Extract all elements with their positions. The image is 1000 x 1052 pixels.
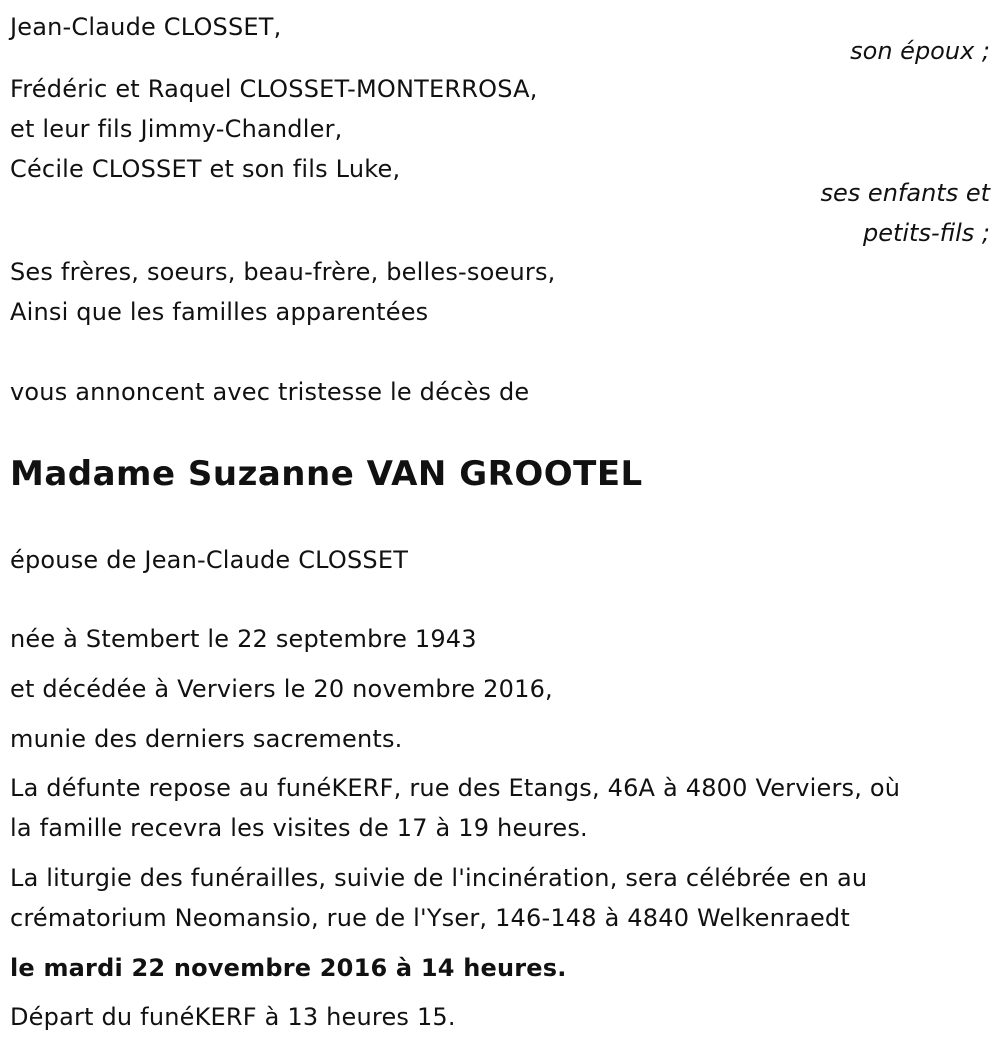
children-role-1: ses enfants et	[820, 179, 990, 207]
rest-line-1: La défunte repose au funéKERF, rue des Etangs, 46A à 4800 Verviers, où	[10, 774, 901, 802]
departure-text: Départ du funéKERF à 13 heures 15.	[10, 1003, 456, 1031]
spouse-name: Jean-Claude CLOSSET,	[10, 13, 282, 41]
siblings-line-2: Ainsi que les familles apparentées	[10, 298, 429, 326]
siblings-line-1: Ses frères, soeurs, beau-frère, belles-soeurs,	[10, 258, 556, 286]
birth-text: née à Stembert le 22 septembre 1943	[10, 625, 477, 653]
funeral-date: le mardi 22 novembre 2016 à 14 heures.	[10, 954, 567, 982]
spouse-role: son époux ;	[850, 37, 990, 65]
spouse-of-text: épouse de Jean-Claude CLOSSET	[10, 546, 409, 574]
liturgy-line-1: La liturgie des funérailles, suivie de l'incinération, sera célébrée en au	[10, 864, 868, 892]
children-role-2: petits-fils ;	[862, 219, 990, 247]
sacraments-text: munie des derniers sacrements.	[10, 725, 403, 753]
death-text: et décédée à Verviers le 20 novembre 2016,	[10, 675, 553, 703]
children-line-2: et leur fils Jimmy-Chandler,	[10, 115, 343, 143]
liturgy-line-2: crématorium Neomansio, rue de l'Yser, 146-148 à 4840 Welkenraedt	[10, 904, 850, 932]
rest-line-2: la famille recevra les visites de 17 à 19 heures.	[10, 814, 588, 842]
announcement-text: vous annoncent avec tristesse le décès de	[10, 378, 530, 406]
deceased-name: Madame Suzanne VAN GROOTEL	[10, 454, 643, 494]
children-line-1: Frédéric et Raquel CLOSSET-MONTERROSA,	[10, 75, 538, 103]
children-line-3: Cécile CLOSSET et son fils Luke,	[10, 155, 401, 183]
